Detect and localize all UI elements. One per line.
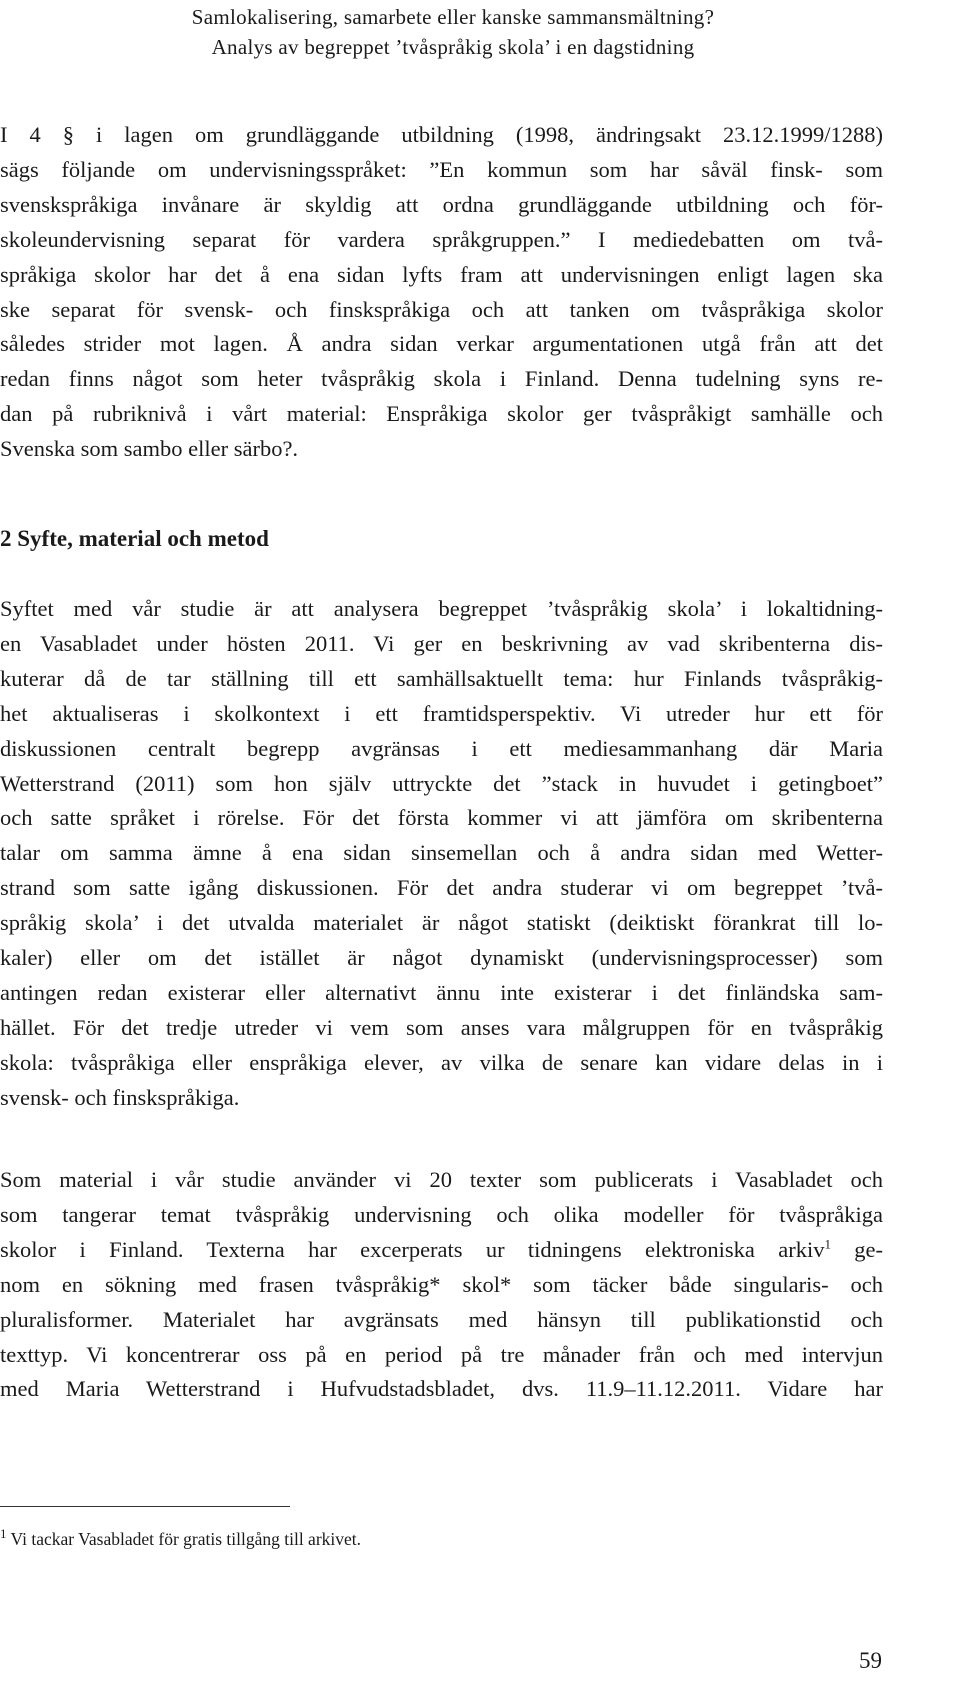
text-line: och satte språket i rörelse. För det första kommer vi att jämföra om skribenterna bbox=[0, 805, 883, 831]
text-line: Som material i vår studie använder vi 20 texter som publicerats i Vasabladet och bbox=[0, 1167, 883, 1192]
text-line: språkiga skolor har det å ena sidan lyfts fram att undervisningen enligt lagen ska bbox=[0, 261, 883, 287]
text-line: hället. För det tredje utreder vi vem som anses vara målgruppen för en tvåspråkig bbox=[0, 1014, 883, 1040]
footnote-reference[interactable]: 1 bbox=[824, 1236, 831, 1252]
footnote-text: Vi tackar Vasabladet för gratis tillgång till arkivet. bbox=[6, 1529, 362, 1549]
text-line: således strider mot lagen. Å andra sidan verkar argumentationen utgå från att det bbox=[0, 331, 883, 357]
text-line: som tangerar temat tvåspråkig undervisning och olika modeller för tvåspråkiga bbox=[0, 1201, 883, 1227]
text-line: diskussionen centralt begrepp avgränsas i ett mediesammanhang där Maria bbox=[0, 735, 883, 761]
text-line: skoleundervisning separat för vardera språkgruppen.” I mediedebatten om två- bbox=[0, 226, 883, 252]
section-heading: 2 Syfte, material och metod bbox=[0, 526, 269, 551]
text-line: I 4 § i lagen om grundläggande utbildning (1998, ändringsakt 23.12.1999/1288) bbox=[0, 122, 883, 147]
text-line: redan finns något som heter tvåspråkig skola i Finland. Denna tudelning syns re- bbox=[0, 366, 883, 392]
text-line: het aktualiseras i skolkontext i ett framtidsperspektiv. Vi utreder hur ett för bbox=[0, 700, 883, 726]
text-line: med Maria Wetterstrand i Hufvudstadsbladet, dvs. 11.9–11.12.2011. Vidare har bbox=[0, 1376, 883, 1402]
running-header-title: Samlokalisering, samarbete eller kanske sammansmältning? bbox=[191, 5, 715, 29]
text-line: dan på rubriknivå i vårt material: Enspråkiga skolor ger tvåspråkigt samhälle och bbox=[0, 401, 883, 427]
text-line: pluralisformer. Materialet har avgränsats med hänsyn till publikationstid och bbox=[0, 1306, 883, 1332]
paragraph-aim bbox=[0, 592, 883, 1116]
text-line: talar om samma ämne å ena sidan sinsemellan och å andra sidan med Wetter- bbox=[0, 840, 883, 866]
running-header bbox=[0, 2, 906, 62]
paragraph-intro bbox=[0, 118, 883, 467]
text-line: Syftet med vår studie är att analysera begreppet ’tvåspråkig skola’ i lokaltidning- bbox=[0, 596, 883, 621]
text-line-with-footnote bbox=[0, 1233, 883, 1268]
text-line: ske separat för svensk- och finskspråkiga och att tanken om tvåspråkiga skolor bbox=[0, 296, 883, 322]
text-line: kuterar då de tar ställning till ett samhällsaktuellt tema: hur Finlands tvåspråkig- bbox=[0, 665, 883, 691]
text-line: kaler) eller om det istället är något dynamiskt (undervisningsprocesser) som bbox=[0, 945, 883, 971]
text-line: strand som satte igång diskussionen. För det andra studerar vi om begreppet ’två- bbox=[0, 875, 883, 901]
text-line: antingen redan existerar eller alternativt ännu inte existerar i det finländska sam- bbox=[0, 979, 883, 1005]
text-line: skola: tvåspråkiga eller enspråkiga elever, av vilka de senare kan vidare delas in i bbox=[0, 1049, 883, 1075]
footnote-marker: 1 bbox=[0, 1526, 7, 1542]
page-number: 59 bbox=[859, 1648, 882, 1673]
text-line: språkig skola’ i det utvalda materialet är något statiskt (deiktiskt förankrat till lo- bbox=[0, 910, 883, 936]
footnote bbox=[0, 1527, 361, 1551]
paragraph-material bbox=[0, 1163, 883, 1407]
text-line: nom en sökning med frasen tvåspråkig* skol* som täcker både singularis- och bbox=[0, 1271, 883, 1297]
text-segment: skolor i Finland. Texterna har excerperats ur tidningens elektroniska arkiv bbox=[0, 1236, 825, 1262]
running-header-subtitle: Analys av begreppet ’tvåspråkig skola’ i en dagstidning bbox=[211, 35, 695, 59]
text-line: sägs följande om undervisningsspråket: ”En kommun som har såväl finsk- som bbox=[0, 156, 883, 182]
text-line: svensk- och finskspråkiga. bbox=[0, 1084, 240, 1110]
text-line: texttyp. Vi koncentrerar oss på en period på tre månader från och med intervjun bbox=[0, 1341, 883, 1367]
footnote-divider bbox=[0, 1506, 290, 1507]
text-line: Svenska som sambo eller särbo?. bbox=[0, 436, 299, 462]
text-line: en Vasabladet under hösten 2011. Vi ger en beskrivning av vad skribenterna dis- bbox=[0, 630, 883, 656]
text-segment: ge- bbox=[830, 1236, 884, 1262]
text-line: svenskspråkiga invånare är skyldig att ordna grundläggande utbildning och för- bbox=[0, 191, 883, 217]
text-line: Wetterstrand (2011) som hon själv uttryckte det ”stack in huvudet i getingboet” bbox=[0, 770, 883, 796]
